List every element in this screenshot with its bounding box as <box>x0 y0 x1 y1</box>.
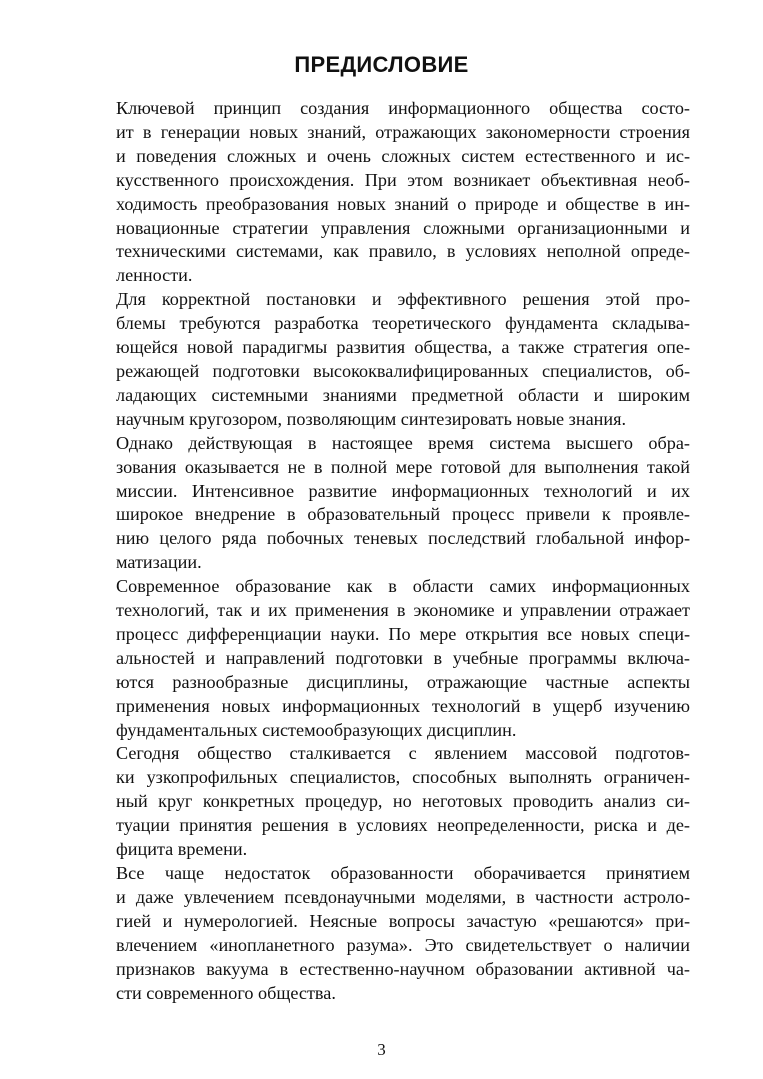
paragraph <box>78 742 690 862</box>
text-line: Современное образование как в области самих информационных <box>116 576 690 597</box>
text-line: ит в генерации новых знаний, отражающих закономерности строения <box>116 121 690 142</box>
text-line: признаков вакуума в естественно-научном образовании активной ча- <box>116 958 690 979</box>
text-line: применения новых информационных технологий в ущерб изучению <box>116 695 690 716</box>
text-line: нию целого ряда побочных теневых последствий глобальной инфор- <box>116 528 690 549</box>
text-line: миссии. Интенсивное развитие информационных технологий и их <box>116 480 690 501</box>
text-line: и даже увлечением псевдонаучными моделями, в частности астроло- <box>116 886 690 907</box>
text-line: блемы требуются разработка теоретического фундамента складыва- <box>116 313 690 334</box>
text-line: новационные стратегии управления сложными организационными и <box>116 217 690 238</box>
text-line: и поведения сложных и очень сложных систем естественного и ис- <box>116 145 690 166</box>
text-line: ющейся новой парадигмы развития общества, а также стратегия опе- <box>116 337 690 358</box>
text-line: широкое внедрение в образовательный процесс привели к проявле- <box>116 504 690 525</box>
text-line: альностей и направлений подготовки в учебные программы включа- <box>116 647 690 668</box>
paragraph <box>78 575 690 742</box>
paragraph <box>78 862 690 1005</box>
text-line: Ключевой принцип создания информационного общества состо- <box>116 98 690 118</box>
text-line: процесс дифференциации науки. По мере открытия все новых специ- <box>116 623 690 644</box>
text-line: гией и нумерологией. Неясные вопросы зачастую «решаются» при- <box>116 910 690 931</box>
text-line: ходимость преобразования новых знаний о природе и обществе в ин- <box>116 193 690 214</box>
body-text <box>78 97 690 1005</box>
text-line: Однако действующая в настоящее время система высшего обра- <box>116 432 690 453</box>
text-line: влечением «инопланетного разума». Это свидетельствует о наличии <box>116 934 690 955</box>
text-line: туации принятия решения в условиях неопределенности, риска и де- <box>116 815 690 836</box>
text-line: технологий, так и их применения в экономике и управлении отражает <box>116 600 690 621</box>
text-line: фундаментальных системообразующих дисциплин. <box>116 719 517 740</box>
page-number: 3 <box>377 1040 386 1059</box>
text-line: кусственного происхождения. При этом возникает объективная необ- <box>116 169 690 190</box>
text-line: техническими системами, как правило, в условиях неполной опреде- <box>116 241 690 262</box>
text-line: сти современного общества. <box>116 982 336 1003</box>
text-line: ладающих системными знаниями предметной области и широким <box>116 384 690 405</box>
text-line: зования оказывается не в полной мере готовой для выполнения такой <box>116 456 690 477</box>
text-line: научным кругозором, позволяющим синтезировать новые знания. <box>116 408 627 429</box>
paragraph <box>78 288 690 431</box>
text-line: матизации. <box>116 552 202 573</box>
text-line: Все чаще недостаток образованности оборачивается принятием <box>116 863 690 883</box>
text-line: ный круг конкретных процедур, но неготовых проводить анализ си- <box>116 791 690 812</box>
text-line: режающей подготовки высококвалифицированных специалистов, об- <box>116 360 690 381</box>
paragraph <box>78 97 690 288</box>
text-line: ки узкопрофильных специалистов, способных выполнять ограничен- <box>116 767 690 788</box>
text-line: фицита времени. <box>116 839 248 860</box>
paragraph <box>78 432 690 575</box>
text-line: Сегодня общество сталкивается с явлением массовой подготов- <box>116 743 690 764</box>
page-title: ПРЕДИСЛОВИЕ <box>294 52 469 77</box>
text-line: Для корректной постановки и эффективного решения этой про- <box>116 289 690 310</box>
text-line: ются разнообразные дисциплины, отражающие частные аспекты <box>116 671 690 692</box>
text-line: ленности. <box>116 265 193 286</box>
